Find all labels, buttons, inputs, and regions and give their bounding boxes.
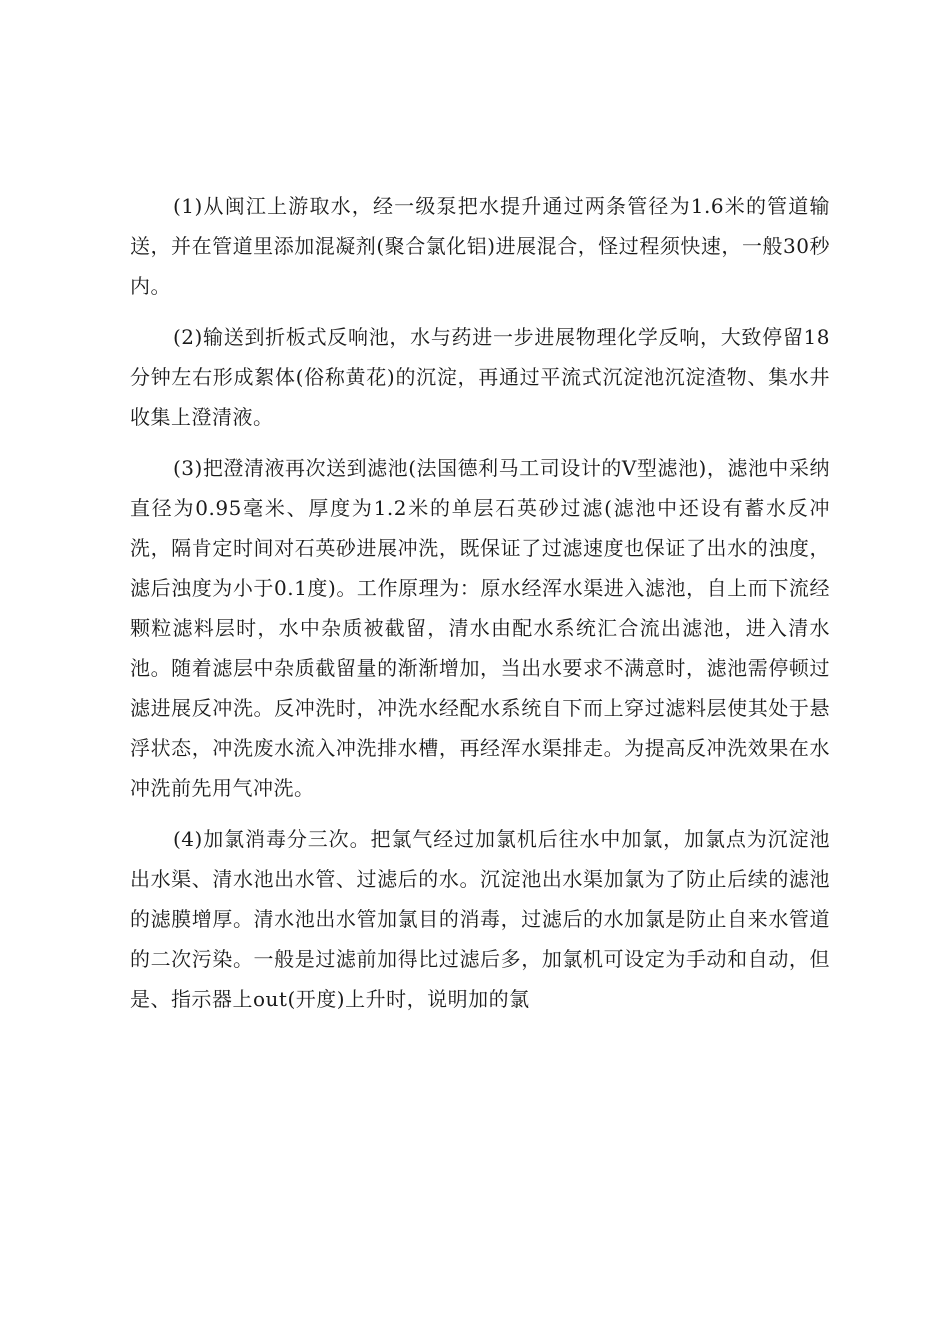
paragraph-1: (1)从闽江上游取水，经一级泵把水提升通过两条管径为1.6米的管道输送，并在管道里添加混凝剂(聚合氯化铝)进展混合，怪过程须快速，一般30秒内。 xyxy=(130,194,830,298)
paragraph-3: (3)把澄清液再次送到滤池(法国德利马工司设计的V型滤池)，滤池中采纳直径为0.95毫米、厚度为1.2米的单层石英砂过滤(滤池中还设有蓄水反冲洗，隔肯定时间对石英砂进展冲洗，既保证了过滤速度也保证了出水的浊度，滤后浊度为小于0.1度)。工作原理为：原水经浑水渠进入滤池，自上而下流经颗粒滤料层时，水中杂质被截留，清水由配水系统汇合流出滤池，进入清水池。随着滤层中杂质截留量的渐渐增加，当出水要求不满意时，滤池需停顿过滤进展反冲洗。反冲洗时，冲洗水经配水系统自下而上穿过滤料层使其处于悬浮状态，冲洗废水流入冲洗排水槽，再经浑水渠排走。为提高反冲洗效果在水冲洗前先用气冲洗。 xyxy=(130,456,830,800)
document-body xyxy=(130,186,830,1030)
paragraph-2: (2)输送到折板式反响池，水与药进一步进展物理化学反响，大致停留18分钟左右形成絮体(俗称黄花)的沉淀，再通过平流式沉淀池沉淀渣物、集水井收集上澄清液。 xyxy=(130,325,830,429)
paragraph-4: (4)加氯消毒分三次。把氯气经过加氯机后往水中加氯，加氯点为沉淀池出水渠、清水池出水管、过滤后的水。沉淀池出水渠加氯为了防止后续的滤池的滤膜增厚。清水池出水管加氯目的消毒，过滤后的水加氯是防止自来水管道的二次污染。一般是过滤前加得比过滤后多，加氯机可设定为手动和自动，但是、指示器上out(开度)上升时，说明加的氯 xyxy=(130,827,830,1011)
